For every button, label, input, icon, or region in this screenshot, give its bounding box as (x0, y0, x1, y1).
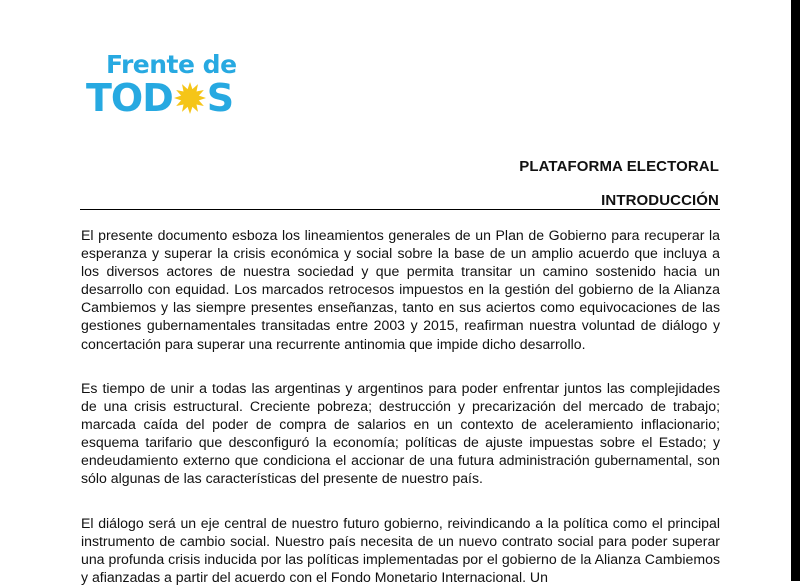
section-heading: INTRODUCCIÓN (601, 192, 719, 209)
document-title: PLATAFORMA ELECTORAL (519, 158, 719, 175)
section-divider (80, 209, 720, 210)
logo-line-2-prefix: TOD (86, 76, 173, 120)
logo-line-2 (86, 76, 233, 120)
paragraph-3: El diálogo será un eje central de nuestro futuro gobierno, reivindicando a la política como el principal instrumento de cambio social. Nuestro país necesita de un nuevo contrato social para poder superar una profunda crisis inducida por las políticas implementadas por el gobierno de la Alianza Cambiemos y afianzadas a partir del acuerdo con el Fondo Monetario Internacional. Un (81, 515, 720, 586)
paragraph-2: Es tiempo de unir a todas las argentinas y argentinos para poder enfrentar juntos las complejidades de una crisis estructural. Creciente pobreza; destrucción y precarización del mercado de trabajo; marcada caída del poder de compra de salarios en un contexto de aceleramiento inflacionario; esquema tarifario que desconfiguró la economía; políticas de ajuste impuestas sobre el Estado; y endeudamiento externo que condiciona el accionar de una futura administración gubernamental, son sólo algunas de las características del presente de nuestro país. (81, 380, 720, 487)
frente-de-todos-logo (86, 50, 246, 120)
sun-icon (173, 76, 207, 120)
page-edge (791, 0, 800, 581)
logo-line-1: Frente de (106, 50, 237, 79)
logo-line-2-suffix: S (206, 76, 234, 120)
paragraph-1: El presente documento esboza los lineamientos generales de un Plan de Gobierno para recuperar la esperanza y superar la crisis económica y social sobre la base de un amplio acuerdo que incluya a los diversos actores de nuestra sociedad y que permita transitar un camino sostenido hacia un desarrollo con equidad. Los marcados retrocesos impuestos en la gestión del gobierno de la Alianza Cambiemos y las siempre presentes enseñanzas, tanto en sus aciertos como equivocaciones de las gestiones gubernamentales transitadas entre 2003 y 2015, reafirman nuestra voluntad de diálogo y concertación para superar una recurrente antinomia que impide dicho desarrollo. (81, 227, 720, 352)
